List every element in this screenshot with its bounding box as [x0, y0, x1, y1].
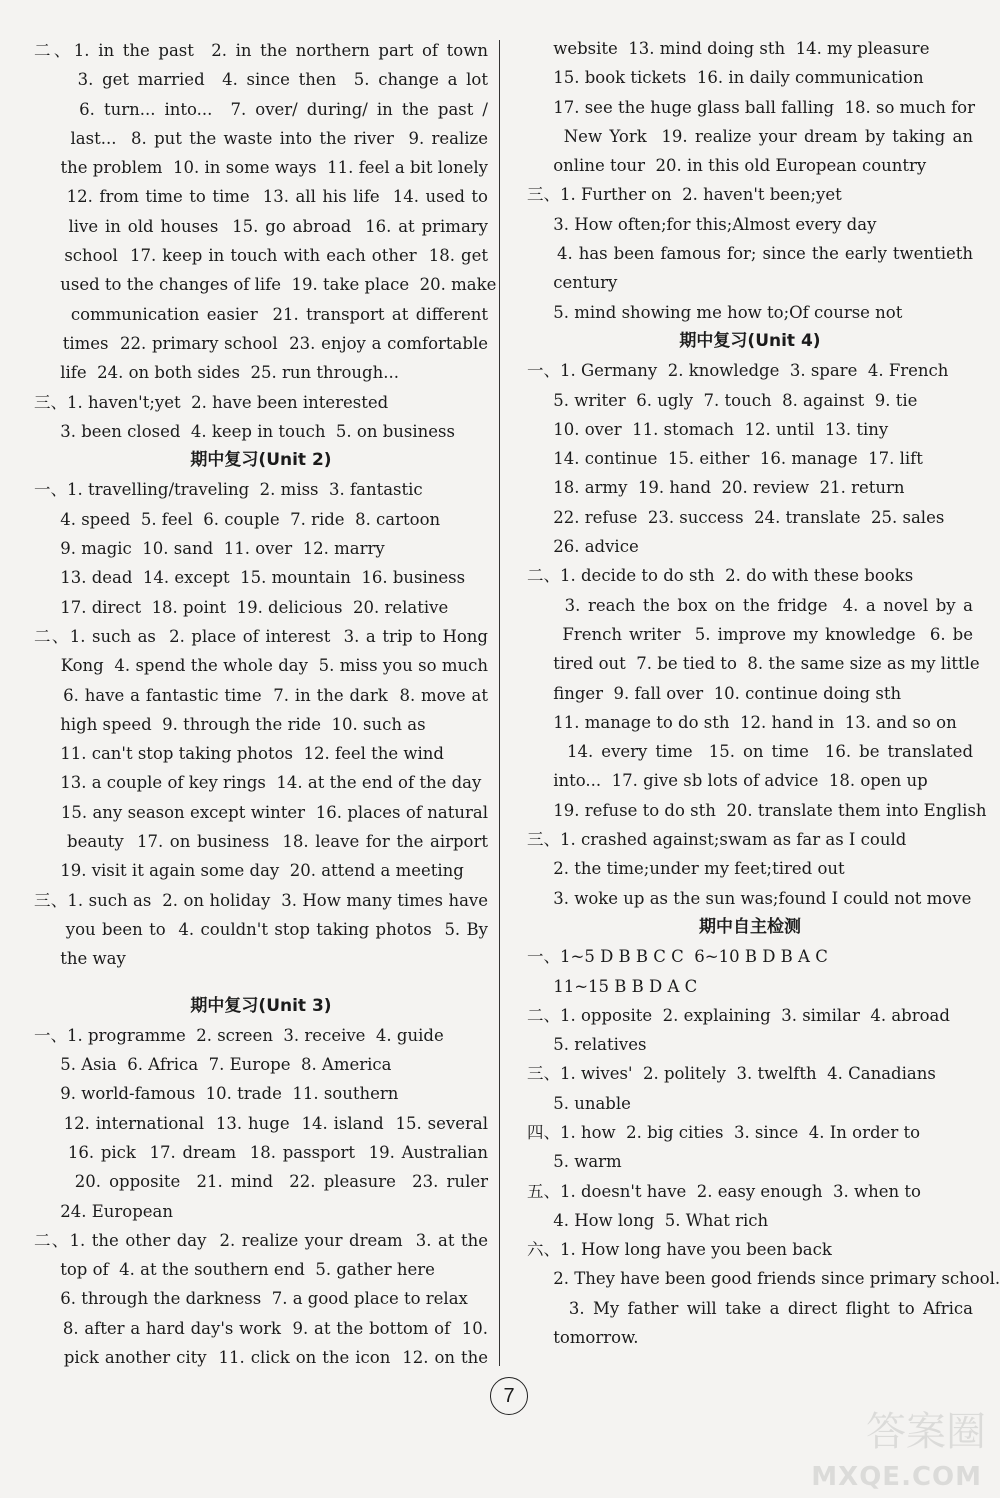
answer-line: 2. the time;under my feet;tired out [527, 859, 845, 879]
answer-line: 5. Asia 6. Africa 7. Europe 8. America [34, 1055, 392, 1075]
answer-line: times 22. primary school 23. enjoy a comfortable [34, 333, 488, 353]
answer-line: last... 8. put the waste into the river 9. realize [34, 128, 488, 148]
answer-line: 12. from time to time 13. all his life 14. used to [34, 187, 488, 207]
answer-line: 5. mind showing me how to;Of course not [527, 302, 903, 322]
answer-line: online tour 20. in this old European country [527, 156, 927, 176]
answer-line: 26. advice [527, 537, 639, 557]
answer-line: school 17. keep in touch with each other 18. get [34, 246, 488, 266]
answer-line: 19. refuse to do sth 20. translate them into English [527, 800, 987, 820]
answer-line: century [527, 273, 618, 293]
answer-line: 14. every time 15. on time 16. be translated [527, 742, 973, 762]
answer-line: 4. has been famous for; since the early twentieth [527, 244, 973, 264]
answer-line: New York 19. realize your dream by taking an [527, 126, 973, 146]
answer-line: you been to 4. couldn't stop taking photos 5. By [34, 919, 488, 939]
answer-line: high speed 9. through the ride 10. such as [34, 714, 426, 734]
answer-line: 3. been closed 4. keep in touch 5. on business [34, 421, 455, 441]
answer-line: live in old houses 15. go abroad 16. at primary [34, 216, 488, 236]
answer-line: 二、1. the other day 2. realize your dream 3. at the [34, 1230, 488, 1250]
answer-line: 13. dead 14. except 15. mountain 16. business [34, 568, 466, 588]
answer-line: 5. writer 6. ugly 7. touch 8. against 9. tie [527, 390, 918, 410]
answer-line: 14. continue 15. either 16. manage 17. lift [527, 449, 923, 469]
answer-line: the way [34, 949, 126, 969]
answer-line: pick another city 11. click on the icon 12. on the [34, 1348, 488, 1368]
answer-line: 3. reach the box on the fridge 4. a novel by a [527, 595, 973, 615]
answer-line: top of 4. at the southern end 5. gather here [34, 1260, 435, 1280]
answer-line: 8. after a hard day's work 9. at the bottom of 10. [34, 1318, 488, 1338]
answer-line: Kong 4. spend the whole day 5. miss you so much [34, 656, 488, 676]
answer-line: 2. They have been good friends since primary school. [527, 1269, 1000, 1289]
answer-line: 4. speed 5. feel 6. couple 7. ride 8. cartoon [34, 509, 441, 529]
answer-line: 11~15 B B D A C [527, 976, 698, 996]
answer-line: 15. book tickets 16. in daily communication [527, 68, 924, 88]
answer-line: 3. My father will take a direct flight to Africa [527, 1298, 973, 1318]
answer-line: tired out 7. be tied to 8. the same size as my little [527, 654, 980, 674]
answer-line: 12. international 13. huge 14. island 15. several [34, 1113, 488, 1133]
answer-line: 四、1. how 2. big cities 3. since 4. In order to [527, 1122, 921, 1142]
right-column [527, 34, 1000, 1352]
answer-line: 二、1. such as 2. place of interest 3. a trip to Hong [34, 626, 488, 646]
answer-line: 6. through the darkness 7. a good place to relax [34, 1289, 468, 1309]
answer-line: 二、1. opposite 2. explaining 3. similar 4. abroad [527, 1005, 950, 1025]
answer-line: tomorrow. [527, 1328, 639, 1348]
section-heading: 期中复习(Unit 2) [190, 450, 332, 471]
answer-line: 三、1. crashed against;swam as far as I could [527, 830, 907, 850]
section-spacer [34, 974, 488, 992]
answer-line: into... 17. give sb lots of advice 18. open up [527, 771, 928, 791]
answer-line: used to the changes of life 19. take place 20. make [34, 275, 497, 295]
answer-line: 一、1. travelling/traveling 2. miss 3. fantastic [34, 480, 423, 500]
answer-line: 9. world-famous 10. trade 11. southern [34, 1084, 399, 1104]
answer-line: beauty 17. on business 18. leave for the airport [34, 832, 488, 852]
answer-line: website 13. mind doing sth 14. my pleasure [527, 39, 930, 58]
answer-line: 五、1. doesn't have 2. easy enough 3. when to [527, 1181, 921, 1201]
answer-line: 一、1~5 D B B C C 6~10 B D B A C [527, 947, 828, 967]
answer-line: 6. have a fantastic time 7. in the dark 8. move at [34, 685, 488, 705]
left-column [34, 36, 497, 1372]
answer-line: 10. over 11. stomach 12. until 13. tiny [527, 419, 889, 439]
answer-line: 二、1. decide to do sth 2. do with these books [527, 566, 914, 586]
answer-line: the problem 10. in some ways 11. feel a bit lonely [34, 158, 488, 178]
answer-line: 17. direct 18. point 19. delicious 20. relative [34, 597, 449, 617]
answer-line: 4. How long 5. What rich [527, 1210, 769, 1230]
answer-line: 二、1. in the past 2. in the northern part of town [34, 41, 488, 60]
answer-line: French writer 5. improve my knowledge 6. be [527, 624, 973, 644]
section-heading: 期中复习(Unit 3) [190, 995, 332, 1016]
section-heading: 期中自主检测 [699, 916, 801, 937]
column-divider [499, 40, 500, 1366]
answer-line: 一、1. Germany 2. knowledge 3. spare 4. French [527, 361, 949, 381]
answer-line: 6. turn... into... 7. over/ during/ in the past / [34, 99, 488, 119]
answer-line: finger 9. fall over 10. continue doing sth [527, 683, 902, 703]
answer-line: 三、1. Further on 2. haven't been;yet [527, 185, 842, 205]
answer-line: 16. pick 17. dream 18. passport 19. Australian [34, 1142, 488, 1162]
answer-line: 15. any season except winter 16. places of natural [34, 802, 488, 822]
answer-line: 11. manage to do sth 12. hand in 13. and so on [527, 712, 957, 732]
answer-line: 9. magic 10. sand 11. over 12. marry [34, 539, 385, 559]
answer-line: 19. visit it again some day 20. attend a meeting [34, 861, 464, 881]
watermark [810, 1392, 990, 1492]
answer-line: 22. refuse 23. success 24. translate 25. sales [527, 507, 945, 527]
answer-line: 三、1. haven't;yet 2. have been interested [34, 392, 389, 412]
answer-line: 一、1. programme 2. screen 3. receive 4. guide [34, 1025, 444, 1045]
section-heading: 期中复习(Unit 4) [679, 330, 821, 351]
answer-line: 六、1. How long have you been back [527, 1240, 832, 1260]
answer-line: life 24. on both sides 25. run through... [34, 363, 399, 383]
answer-line: 3. woke up as the sun was;found I could not move [527, 888, 972, 908]
answer-line: 三、1. such as 2. on holiday 3. How many times have [34, 890, 488, 910]
answer-line: 三、1. wives' 2. politely 3. twelfth 4. Canadians [527, 1064, 936, 1084]
watermark-logo: 答案圈 [866, 1409, 986, 1455]
answer-line: communication easier 21. transport at different [34, 304, 488, 324]
answer-line: 13. a couple of key rings 14. at the end of the day [34, 773, 482, 793]
answer-line: 11. can't stop taking photos 12. feel the wind [34, 744, 444, 764]
answer-line: 20. opposite 21. mind 22. pleasure 23. ruler [34, 1172, 488, 1192]
answer-line: 3. get married 4. since then 5. change a lot [34, 70, 488, 90]
page-number: 7 [490, 1377, 528, 1415]
answer-line: 5. warm [527, 1152, 622, 1172]
answer-line: 24. European [34, 1201, 173, 1221]
answer-line: 5. unable [527, 1093, 631, 1113]
answer-line: 18. army 19. hand 20. review 21. return [527, 478, 905, 498]
watermark-text: MXQE.COM [811, 1462, 982, 1492]
answer-line: 5. relatives [527, 1035, 647, 1055]
answer-line: 17. see the huge glass ball falling 18. so much for [527, 97, 975, 117]
answer-line: 3. How often;for this;Almost every day [527, 214, 877, 234]
